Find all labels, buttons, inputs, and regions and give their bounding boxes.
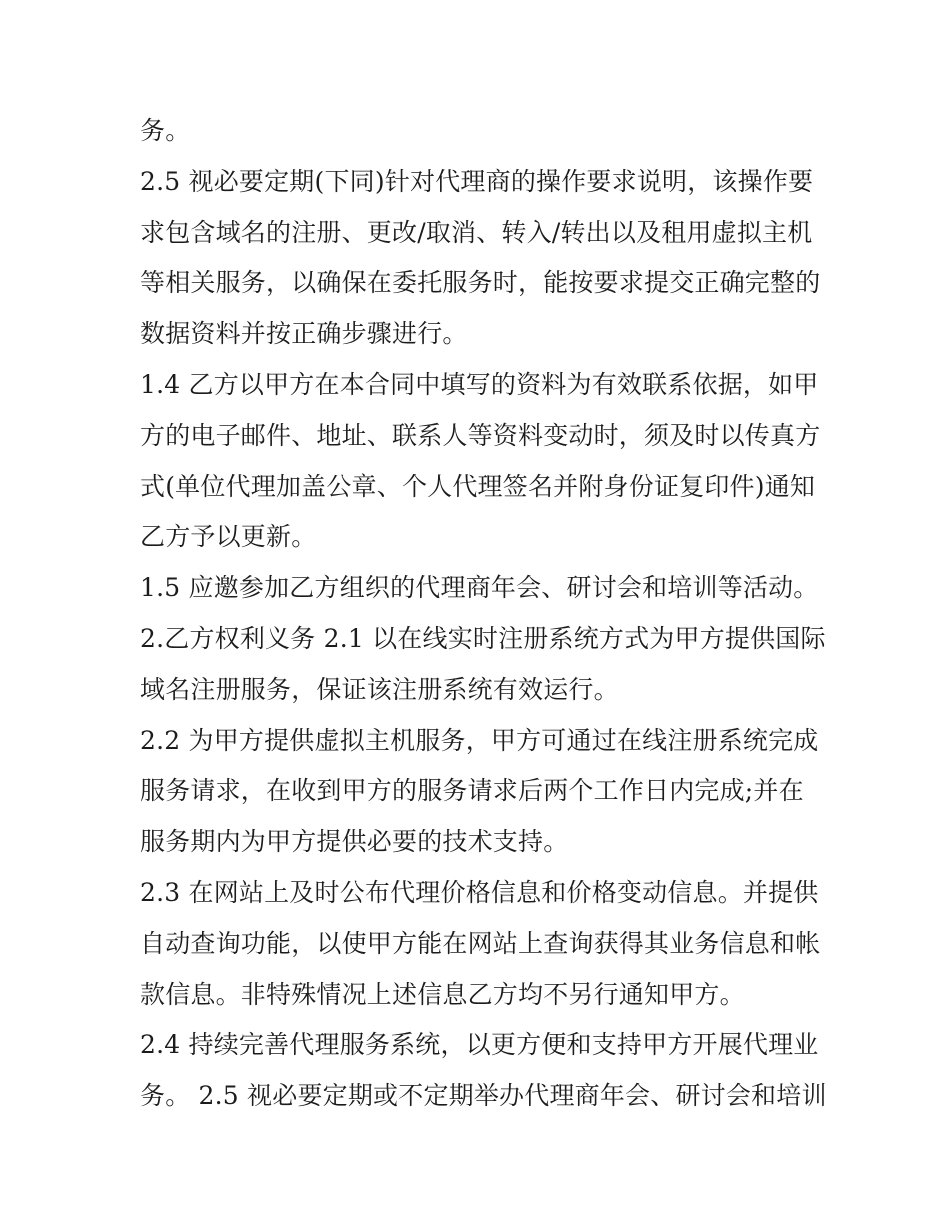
text-line: 数据资料并按正确步骤进行。 [140, 319, 468, 349]
text-line: 服务期内为甲方提供必要的技术支持。 [140, 827, 569, 857]
document-body [140, 106, 827, 1122]
text-line: 等相关服务，以确保在委托服务时，能按要求提交正确完整的 [140, 268, 821, 298]
text-line: 域名注册服务，保证该注册系统有效运行。 [140, 674, 619, 704]
text-line: 2.4 持续完善代理服务系统，以更方便和支持甲方开展代理业 [140, 1030, 819, 1060]
text-line: 1.4 乙方以甲方在本合同中填写的资料为有效联系依据，如甲 [140, 369, 819, 399]
text-line: 务。 [140, 116, 191, 145]
text-line: 1.5 应邀参加乙方组织的代理商年会、研讨会和培训等活动。 [140, 573, 819, 603]
text-line: 乙方予以更新。 [140, 522, 317, 552]
text-line: 自动查询功能，以使甲方能在网站上查询获得其业务信息和帐 [140, 928, 821, 958]
text-line: 务。 2.5 视必要定期或不定期举办代理商年会、研讨会和培训 [140, 1081, 827, 1111]
text-line: 方的电子邮件、地址、联系人等资料变动时，须及时以传真方 [140, 420, 821, 450]
text-line: 2.2 为甲方提供虚拟主机服务，甲方可通过在线注册系统完成 [140, 725, 819, 755]
text-line: 服务请求，在收到甲方的服务请求后两个工作日内完成;并在 [140, 776, 804, 806]
text-line: 式(单位代理加盖公章、个人代理签名并附身份证复印件)通知 [140, 471, 816, 501]
text-line: 2.3 在网站上及时公布代理价格信息和价格变动信息。并提供 [140, 877, 819, 907]
text-line: 款信息。非特殊情况上述信息乙方均不另行通知甲方。 [140, 979, 745, 1009]
text-line: 求包含域名的注册、更改/取消、转入/转出以及租用虚拟主机 [140, 217, 813, 247]
text-line: 2.乙方权利义务 2.1 以在线实时注册系统方式为甲方提供国际 [140, 623, 826, 653]
text-line: 2.5 视必要定期(下同)针对代理商的操作要求说明，该操作要 [140, 166, 814, 196]
